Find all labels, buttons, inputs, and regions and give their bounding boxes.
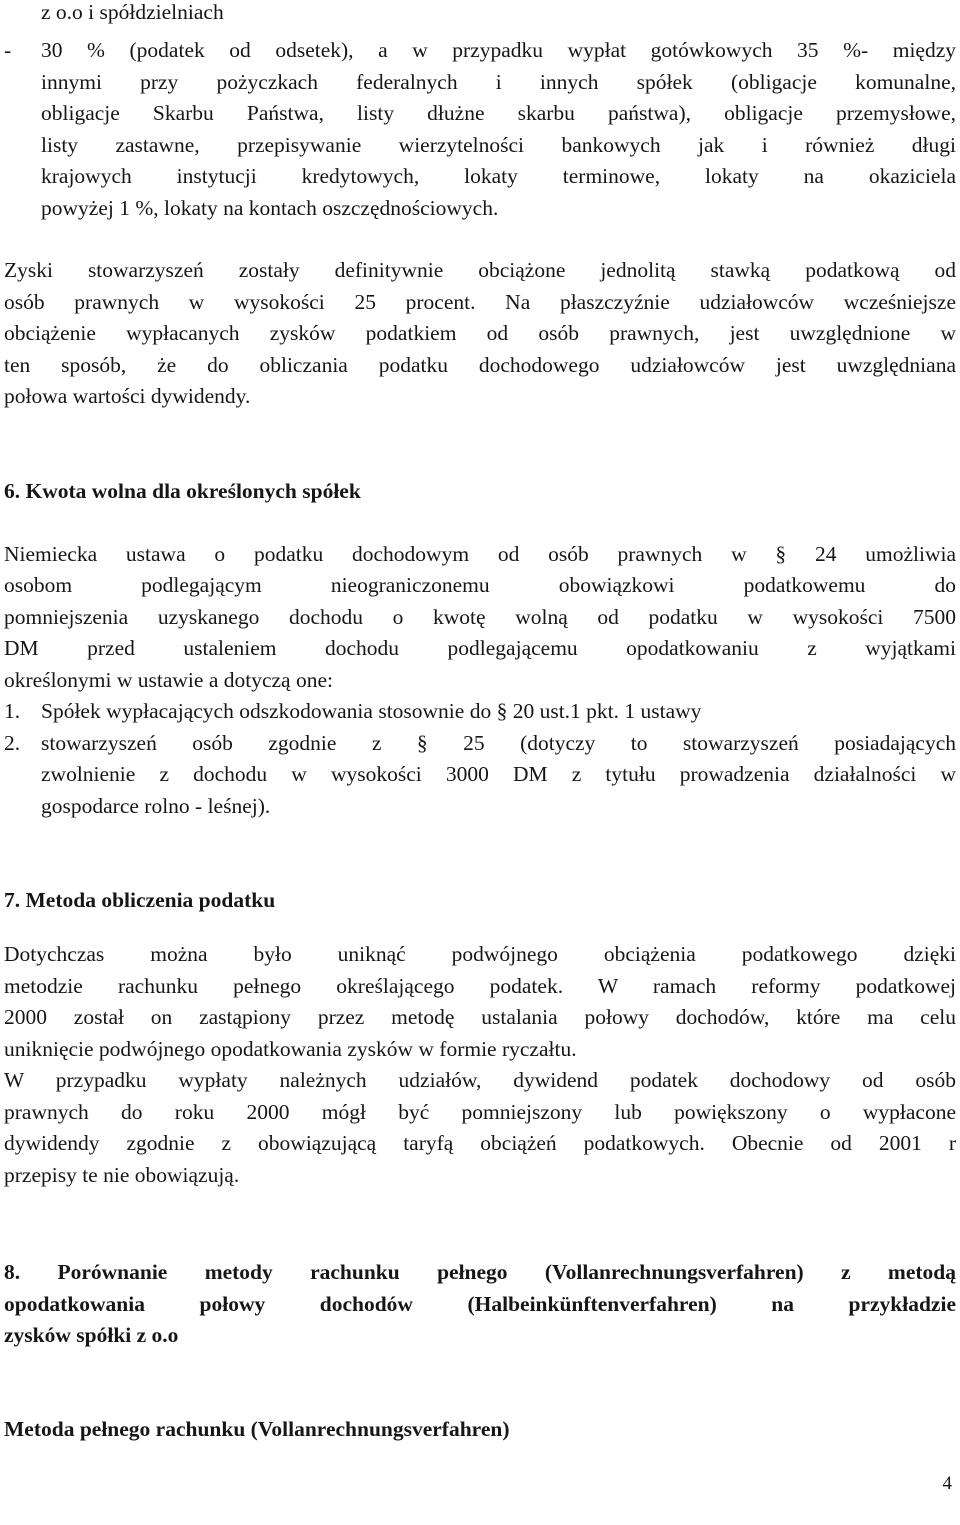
text-line: innymi przy pożyczkach federalnych i innych spółek (obligacje komunalne, (41, 70, 956, 94)
section-heading: 8. Porównanie metody rachunku pełnego (Vollanrechnungsverfahren) z metodą (4, 1260, 956, 1284)
text-line: Zyski stowarzyszeń zostały definitywnie obciążone jednolitą stawką podatkową od (4, 258, 956, 282)
document-page (4, 0, 956, 1525)
list-item: zwolnienie z dochodu w wysokości 3000 DM z tytułu prowadzenia działalności w (41, 762, 956, 786)
list-item: stowarzyszeń osób zgodnie z § 25 (dotyczy to stowarzyszeń posiadających (41, 731, 956, 755)
list-item: Spółek wypłacających odszkodowania stosownie do § 20 ust.1 pkt. 1 ustawy (41, 699, 702, 723)
section-heading: zysków spółki z o.o (4, 1323, 179, 1347)
text-line: obciążenie wypłacanych zysków podatkiem od osób prawnych, jest uwzględnione w (4, 321, 956, 345)
subsection-heading: Metoda pełnego rachunku (Vollanrechnungsverfahren) (4, 1417, 510, 1441)
text-line: z o.o i spółdzielniach (41, 0, 224, 24)
text-line: listy zastawne, przepisywanie wierzytelności bankowych jak i również długi (41, 133, 956, 157)
text-line: DM przed ustaleniem dochodu podlegającemu opodatkowaniu z wyjątkami (4, 636, 956, 660)
text-line: obligacje Skarbu Państwa, listy dłużne skarbu państwa), obligacje przemysłowe, (41, 101, 956, 125)
text-line: W przypadku wypłaty należnych udziałów, dywidend podatek dochodowy od osób (4, 1068, 956, 1092)
list-number: 2. (4, 731, 21, 755)
list-dash: - (4, 38, 12, 62)
list-item: gospodarce rolno - leśnej). (41, 794, 271, 818)
text-line: uniknięcie podwójnego opodatkowania zysków w formie ryczałtu. (4, 1037, 577, 1061)
text-line: 30 % (podatek od odsetek), a w przypadku wypłat gotówkowych 35 %- między (41, 38, 956, 62)
text-line: określonymi w ustawie a dotyczą one: (4, 668, 333, 692)
text-line: prawnych do roku 2000 mógł być pomniejszony lub powiększony o wypłacone (4, 1100, 956, 1124)
text-line: metodzie rachunku pełnego określającego podatek. W ramach reformy podatkowej (4, 974, 956, 998)
text-line: ten sposób, że do obliczania podatku dochodowego udziałowców jest uwzględniana (4, 353, 956, 377)
text-line: połowa wartości dywidendy. (4, 384, 251, 408)
text-line: krajowych instytucji kredytowych, lokaty terminowe, lokaty na okaziciela (41, 164, 956, 188)
text-line: 2000 został on zastąpiony przez metodę ustalania połowy dochodów, które ma celu (4, 1005, 956, 1029)
page-number: 4 (942, 1473, 952, 1494)
text-line: osobom podlegającym nieograniczonemu obowiązkowi podatkowemu do (4, 573, 956, 597)
section-heading: 6. Kwota wolna dla określonych spółek (4, 479, 361, 503)
text-line: dywidendy zgodnie z obowiązującą taryfą obciążeń podatkowych. Obecnie od 2001 r (4, 1131, 956, 1155)
text-line: Dotychczas można było uniknąć podwójnego obciążenia podatkowego dzięki (4, 942, 956, 966)
text-line: przepisy te nie obowiązują. (4, 1163, 240, 1187)
text-line: osób prawnych w wysokości 25 procent. Na płaszczyźnie udziałowców wcześniejsze (4, 290, 956, 314)
text-line: powyżej 1 %, lokaty na kontach oszczędnościowych. (41, 196, 499, 220)
section-heading: opodatkowania połowy dochodów (Halbeinkünftenverfahren) na przykładzie (4, 1292, 956, 1316)
text-line: Niemiecka ustawa o podatku dochodowym od osób prawnych w § 24 umożliwia (4, 542, 956, 566)
section-heading: 7. Metoda obliczenia podatku (4, 888, 276, 912)
text-line: pomniejszenia uzyskanego dochodu o kwotę wolną od podatku w wysokości 7500 (4, 605, 956, 629)
list-number: 1. (4, 699, 21, 723)
